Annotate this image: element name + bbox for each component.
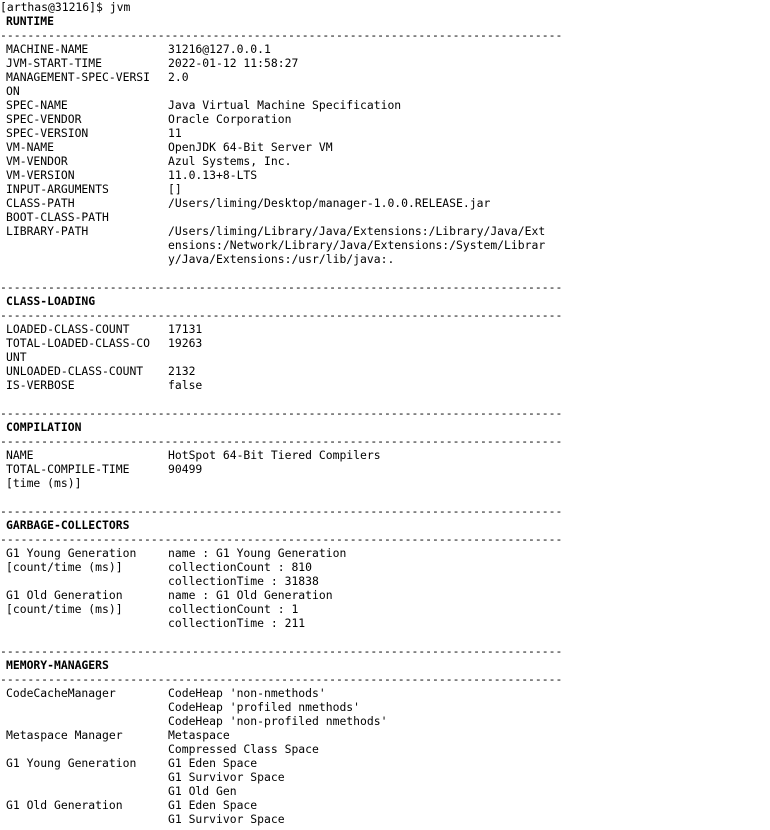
row-key: G1 Old Generation: [6, 588, 123, 602]
kv-row: [0, 756, 770, 770]
row-value: Oracle Corporation: [168, 112, 292, 126]
kv-row: [0, 126, 770, 140]
kv-row: [0, 770, 770, 784]
command-prompt: [arthas@31216]$ jvm: [0, 0, 131, 14]
kv-row: [0, 742, 770, 756]
section-compilation: [0, 448, 770, 490]
row-key: [count/time (ms)]: [6, 602, 123, 616]
divider: ----------------------------------------------------------------------------------: [0, 308, 563, 322]
kv-row: [0, 350, 770, 364]
section-memory-managers: [0, 686, 770, 826]
divider: ----------------------------------------------------------------------------------: [0, 280, 563, 294]
divider: ----------------------------------------------------------------------------------: [0, 644, 563, 658]
kv-row: [0, 700, 770, 714]
row-value: Azul Systems, Inc.: [168, 154, 292, 168]
section-title-class-loading: CLASS-LOADING: [6, 294, 96, 308]
row-value: CodeHeap 'non-profiled nmethods': [168, 714, 388, 728]
row-key: UNLOADED-CLASS-COUNT: [6, 364, 144, 378]
kv-row: [0, 140, 770, 154]
divider: ----------------------------------------------------------------------------------: [0, 406, 563, 420]
row-key: TOTAL-LOADED-CLASS-CO: [6, 336, 151, 350]
row-value: /Users/liming/Library/Java/Extensions:/Library/Java/Ext: [168, 224, 546, 238]
kv-row: [0, 238, 770, 252]
row-value: []: [168, 182, 182, 196]
kv-row: [0, 182, 770, 196]
kv-row: [0, 56, 770, 70]
row-key: LOADED-CLASS-COUNT: [6, 322, 130, 336]
row-key: BOOT-CLASS-PATH: [6, 210, 109, 224]
kv-row: [0, 84, 770, 98]
kv-row: [0, 714, 770, 728]
row-value: ensions:/Network/Library/Java/Extensions:/System/Librar: [168, 238, 546, 252]
row-value: G1 Survivor Space: [168, 770, 285, 784]
row-key: IS-VERBOSE: [6, 378, 75, 392]
row-value: CodeHeap 'non-nmethods': [168, 686, 326, 700]
kv-row: [0, 70, 770, 84]
divider: ----------------------------------------------------------------------------------: [0, 672, 563, 686]
kv-row: [0, 784, 770, 798]
row-value: 11.0.13+8-LTS: [168, 168, 258, 182]
row-key: VM-VENDOR: [6, 154, 68, 168]
row-value: G1 Old Gen: [168, 784, 237, 798]
kv-row: [0, 252, 770, 266]
divider: ----------------------------------------------------------------------------------: [0, 532, 563, 546]
kv-row: [0, 798, 770, 812]
row-key: CodeCacheManager: [6, 686, 116, 700]
section-title-runtime: RUNTIME: [6, 14, 55, 28]
kv-row: [0, 616, 770, 630]
row-key: G1 Young Generation: [6, 546, 137, 560]
kv-row: [0, 154, 770, 168]
kv-row: [0, 196, 770, 210]
row-key: SPEC-VERSION: [6, 126, 89, 140]
kv-row: [0, 98, 770, 112]
kv-row: [0, 476, 770, 490]
row-key: MANAGEMENT-SPEC-VERSI: [6, 70, 151, 84]
kv-row: [0, 112, 770, 126]
row-value: 2.0: [168, 70, 189, 84]
row-value: Java Virtual Machine Specification: [168, 98, 402, 112]
row-value: name : G1 Old Generation: [168, 588, 333, 602]
row-key: VM-NAME: [6, 140, 55, 154]
kv-row: [0, 812, 770, 826]
section-title-garbage-collectors: GARBAGE-COLLECTORS: [6, 518, 130, 532]
row-key: VM-VERSION: [6, 168, 75, 182]
row-value: 19263: [168, 336, 203, 350]
row-value: 17131: [168, 322, 203, 336]
row-value: collectionTime : 31838: [168, 574, 319, 588]
kv-row: [0, 168, 770, 182]
row-value: OpenJDK 64-Bit Server VM: [168, 140, 333, 154]
kv-row: [0, 546, 770, 560]
row-key: JVM-START-TIME: [6, 56, 103, 70]
kv-row: [0, 336, 770, 350]
kv-row: [0, 728, 770, 742]
row-key: UNT: [6, 350, 27, 364]
kv-row: [0, 686, 770, 700]
blank-line: [0, 392, 770, 406]
section-title-memory-managers: MEMORY-MANAGERS: [6, 658, 109, 672]
row-value: /Users/liming/Desktop/manager-1.0.0.RELEASE.jar: [168, 196, 491, 210]
divider: ----------------------------------------------------------------------------------: [0, 434, 563, 448]
row-key: G1 Old Generation: [6, 798, 123, 812]
kv-row: [0, 224, 770, 238]
row-value: HotSpot 64-Bit Tiered Compilers: [168, 448, 381, 462]
row-key: SPEC-NAME: [6, 98, 68, 112]
row-value: 90499: [168, 462, 203, 476]
kv-row: [0, 602, 770, 616]
row-value: collectionCount : 810: [168, 560, 313, 574]
row-value: y/Java/Extensions:/usr/lib/java:.: [168, 252, 395, 266]
row-key: SPEC-VENDOR: [6, 112, 82, 126]
kv-row: [0, 560, 770, 574]
section-garbage-collectors: [0, 546, 770, 630]
row-value: 31216@127.0.0.1: [168, 42, 271, 56]
row-value: G1 Eden Space: [168, 798, 258, 812]
row-value: 2022-01-12 11:58:27: [168, 56, 299, 70]
kv-row: [0, 574, 770, 588]
row-value: collectionTime : 211: [168, 616, 306, 630]
section-title-compilation: COMPILATION: [6, 420, 82, 434]
kv-row: [0, 364, 770, 378]
row-value: false: [168, 378, 203, 392]
section-runtime: [0, 42, 770, 266]
row-value: 2132: [168, 364, 196, 378]
row-value: Metaspace: [168, 728, 230, 742]
row-value: G1 Eden Space: [168, 756, 258, 770]
kv-row: [0, 210, 770, 224]
kv-row: [0, 588, 770, 602]
row-key: LIBRARY-PATH: [6, 224, 89, 238]
divider: ----------------------------------------------------------------------------------: [0, 28, 563, 42]
row-value: G1 Survivor Space: [168, 812, 285, 826]
row-key: ON: [6, 84, 20, 98]
row-value: 11: [168, 126, 182, 140]
row-key: MACHINE-NAME: [6, 42, 89, 56]
row-key: TOTAL-COMPILE-TIME: [6, 462, 130, 476]
row-value: Compressed Class Space: [168, 742, 319, 756]
section-class-loading: [0, 322, 770, 392]
row-key: CLASS-PATH: [6, 196, 75, 210]
row-value: CodeHeap 'profiled nmethods': [168, 700, 361, 714]
row-key: [time (ms)]: [6, 476, 82, 490]
blank-line: [0, 630, 770, 644]
kv-row: [0, 378, 770, 392]
blank-line: [0, 490, 770, 504]
kv-row: [0, 42, 770, 56]
row-key: G1 Young Generation: [6, 756, 137, 770]
kv-row: [0, 462, 770, 476]
row-key: Metaspace Manager: [6, 728, 123, 742]
row-value: name : G1 Young Generation: [168, 546, 347, 560]
row-key: [count/time (ms)]: [6, 560, 123, 574]
blank-line: [0, 266, 770, 280]
row-value: collectionCount : 1: [168, 602, 299, 616]
row-key: INPUT-ARGUMENTS: [6, 182, 109, 196]
kv-row: [0, 448, 770, 462]
row-key: NAME: [6, 448, 34, 462]
divider: ----------------------------------------------------------------------------------: [0, 504, 563, 518]
kv-row: [0, 322, 770, 336]
